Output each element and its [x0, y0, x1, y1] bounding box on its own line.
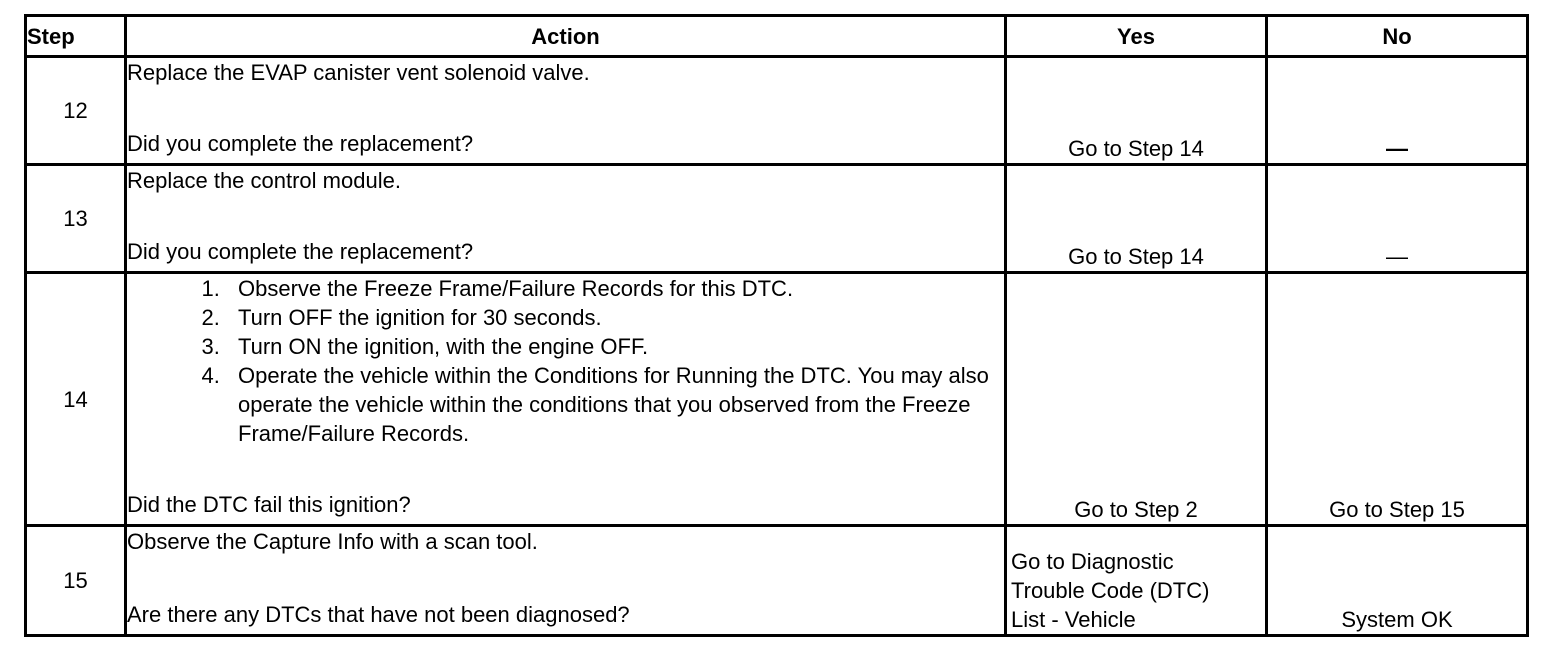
action-question: Did you complete the replacement? [127, 131, 474, 156]
action-instruction: Observe the Capture Info with a scan tool. [127, 529, 538, 554]
action-question: Are there any DTCs that have not been diagnosed? [127, 602, 630, 627]
step-number: 14 [26, 273, 126, 526]
step-number: 12 [26, 57, 126, 165]
action-cell [126, 273, 1006, 526]
yes-line: Trouble Code (DTC) [1011, 578, 1210, 603]
step-number: 13 [26, 165, 126, 273]
action-instruction: Replace the control module. [127, 168, 401, 193]
action-question: Did the DTC fail this ignition? [127, 492, 411, 517]
header-row [26, 16, 1528, 57]
yes-cell [1006, 526, 1267, 636]
header-no: No [1267, 16, 1528, 57]
list-item: 4. Operate the vehicle within the Conditions for Running the DTC. You may also operate the vehicle within the conditions that you observed from the Freeze Frame/Failure Records. [226, 361, 1004, 448]
action-instruction: Replace the EVAP canister vent solenoid valve. [127, 60, 590, 85]
header-action: Action [126, 16, 1006, 57]
action-steps-list [127, 274, 1004, 448]
action-question: Did you complete the replacement? [127, 239, 474, 264]
table-row [26, 273, 1528, 526]
list-item: 2. Turn OFF the ignition for 30 seconds. [226, 303, 1004, 332]
yes-line: List - Vehicle [1011, 607, 1136, 632]
yes-cell: Go to Step 14 [1006, 57, 1267, 165]
yes-cell: Go to Step 14 [1006, 165, 1267, 273]
list-item: 1. Observe the Freeze Frame/Failure Records for this DTC. [226, 274, 1004, 303]
header-yes: Yes [1006, 16, 1267, 57]
yes-cell: Go to Step 2 [1006, 273, 1267, 526]
header-step: Step [26, 16, 126, 57]
action-cell [126, 165, 1006, 273]
table-row [26, 165, 1528, 273]
no-cell: — [1267, 165, 1528, 273]
no-cell: System OK [1267, 526, 1528, 636]
no-cell: Go to Step 15 [1267, 273, 1528, 526]
step-number: 15 [26, 526, 126, 636]
yes-line: Go to Diagnostic [1011, 549, 1174, 574]
list-item: 3. Turn ON the ignition, with the engine OFF. [226, 332, 1004, 361]
table-row [26, 57, 1528, 165]
table-row [26, 526, 1528, 636]
diagnostic-table [24, 14, 1529, 637]
no-cell: — [1267, 57, 1528, 165]
action-cell [126, 57, 1006, 165]
action-cell [126, 526, 1006, 636]
